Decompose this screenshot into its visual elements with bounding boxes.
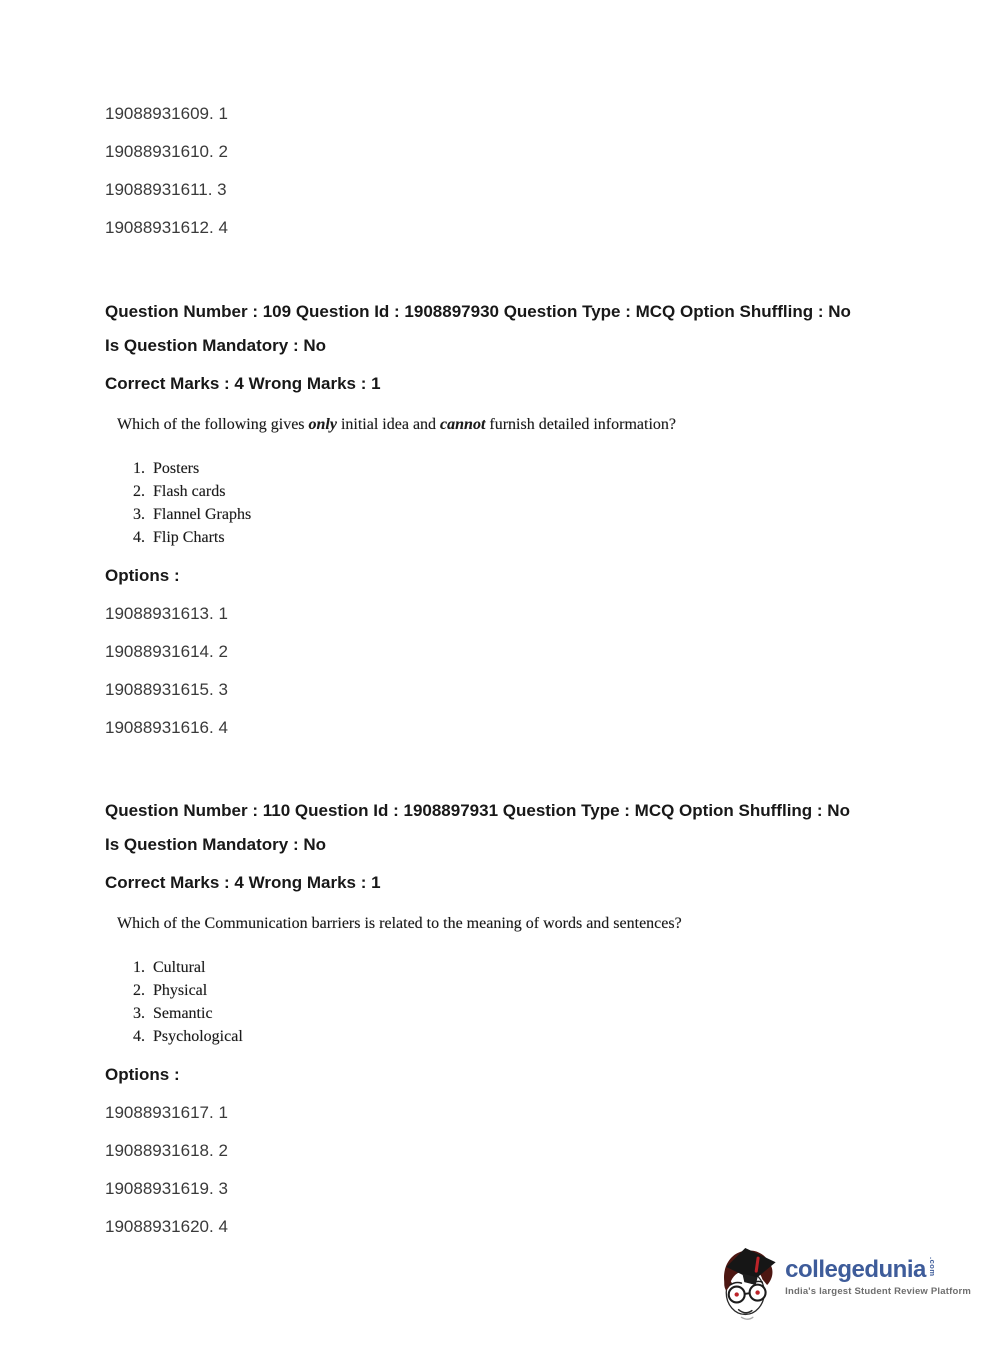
question-block-110 [105, 794, 961, 1256]
choice-number: 2. [133, 483, 145, 500]
choice-label: Physical [153, 982, 208, 999]
choice-label: Psychological [153, 1028, 243, 1045]
choice-label: Posters [153, 460, 200, 477]
question-text-emphasis: cannot [440, 416, 486, 433]
option-id-row: 19088931620. 4 [105, 1217, 228, 1236]
question-text-segment: Which of the Communication barriers is related to the meaning of words and sentences? [117, 915, 682, 932]
question-block-109 [105, 295, 961, 757]
question-text [105, 914, 961, 933]
options-heading: Options : [105, 566, 180, 585]
choice-label: Flip Charts [153, 529, 225, 546]
choice-number: 2. [133, 982, 145, 999]
brand-wordmark: collegedunia [785, 1256, 926, 1283]
choice-item [105, 526, 961, 549]
choice-item [105, 457, 961, 480]
question-mandatory-line: Is Question Mandatory : No [105, 336, 327, 355]
previous-question-options [105, 97, 961, 257]
brand-tagline: India's largest Student Review Platform [785, 1286, 971, 1297]
choice-number: 1. [133, 460, 145, 477]
choice-list [105, 457, 961, 549]
option-id-row: 19088931617. 1 [105, 1103, 228, 1122]
collegedunia-mascot-icon [719, 1247, 781, 1323]
question-text-segment: Which of the following gives [117, 416, 309, 433]
choice-number: 3. [133, 506, 145, 523]
choice-number: 4. [133, 1028, 145, 1045]
question-meta-line: Question Number : 109 Question Id : 1908897930 Question Type : MCQ Option Shuffling : No [105, 302, 851, 321]
choice-number: 1. [133, 959, 145, 976]
choice-label: Flannel Graphs [153, 506, 252, 523]
choice-list [105, 956, 961, 1048]
option-id-row: 19088931613. 1 [105, 604, 228, 623]
choice-number: 3. [133, 1005, 145, 1022]
choice-label: Cultural [153, 959, 206, 976]
option-id-row: 19088931619. 3 [105, 1179, 228, 1198]
choice-label: Flash cards [153, 483, 226, 500]
option-id-row: 19088931609. 1 [105, 104, 228, 123]
brand-wordmark-suffix: .com [927, 1257, 937, 1277]
question-text-segment: initial idea and [336, 416, 441, 433]
collegedunia-logo [719, 1247, 971, 1323]
question-meta-line: Question Number : 110 Question Id : 1908897931 Question Type : MCQ Option Shuffling : No [105, 801, 850, 820]
choice-item [105, 956, 961, 979]
question-text [105, 415, 961, 434]
question-mandatory-line: Is Question Mandatory : No [105, 835, 327, 854]
question-marks-line: Correct Marks : 4 Wrong Marks : 1 [105, 873, 381, 892]
option-id-row: 19088931610. 2 [105, 142, 228, 161]
option-id-row: 19088931614. 2 [105, 642, 228, 661]
choice-item [105, 1002, 961, 1025]
choice-label: Semantic [153, 1005, 213, 1022]
option-id-row: 19088931615. 3 [105, 680, 228, 699]
choice-item [105, 979, 961, 1002]
question-marks-line: Correct Marks : 4 Wrong Marks : 1 [105, 374, 381, 393]
brand-text [785, 1247, 971, 1298]
option-id-row: 19088931611. 3 [105, 180, 227, 199]
choice-item [105, 503, 961, 526]
choice-item [105, 1025, 961, 1048]
options-heading: Options : [105, 1065, 180, 1084]
option-id-row: 19088931612. 4 [105, 218, 228, 237]
question-text-emphasis: only [308, 416, 337, 433]
option-id-row: 19088931616. 4 [105, 718, 228, 737]
choice-number: 4. [133, 529, 145, 546]
choice-item [105, 480, 961, 503]
option-id-row: 19088931618. 2 [105, 1141, 228, 1160]
question-text-segment: furnish detailed information? [485, 416, 676, 433]
